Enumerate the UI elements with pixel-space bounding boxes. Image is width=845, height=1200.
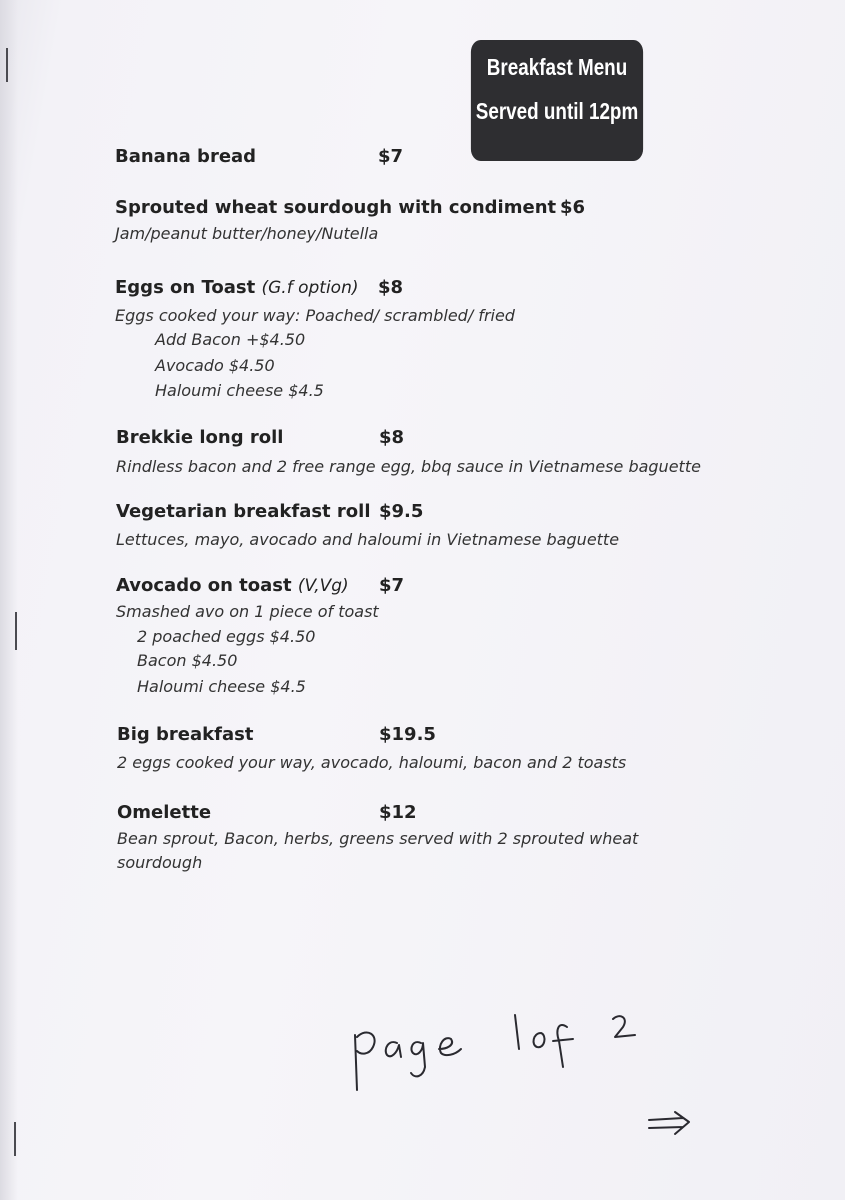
item-price: $7: [379, 575, 405, 596]
handwritten-page-note: [345, 1005, 645, 1105]
item-price: $12: [379, 802, 417, 823]
menu-title: Breakfast Menu: [486, 54, 628, 80]
item-description: Jam/peanut butter/honey/Nutella: [115, 224, 379, 243]
item-name-text: Eggs on Toast: [115, 277, 256, 298]
item-price: $9.5: [379, 501, 424, 522]
item-name: Brekkie long roll: [116, 427, 284, 448]
item-price: $19.5: [379, 724, 436, 745]
menu-header-badge: [471, 40, 643, 161]
item-name: Sprouted wheat sourdough with condiment: [115, 197, 557, 218]
menu-subtitle: Served until 12pm: [475, 98, 639, 124]
item-price: $6: [560, 197, 586, 218]
binding-mark-bottom: [14, 1122, 16, 1156]
item-addon: Add Bacon +$4.50: [155, 330, 306, 349]
item-description: Lettuces, mayo, avocado and haloumi in Vietnamese baguette: [116, 530, 620, 549]
item-price: $8: [378, 277, 404, 298]
item-name: Omelette: [117, 802, 212, 823]
item-description: 2 eggs cooked your way, avocado, haloumi, bacon and 2 toasts: [117, 753, 627, 772]
item-addon: 2 poached eggs $4.50: [137, 627, 316, 646]
item-price: $7: [378, 146, 404, 167]
handwritten-arrow-icon: [645, 1110, 695, 1140]
item-description: Rindless bacon and 2 free range egg, bbq sauce in Vietnamese baguette: [116, 457, 701, 476]
item-name: Big breakfast: [117, 724, 254, 745]
item-description: sourdough: [117, 853, 203, 872]
item-price: $8: [379, 427, 405, 448]
item-name: [115, 277, 359, 298]
binding-mark-top: [6, 48, 8, 82]
item-description: Bean sprout, Bacon, herbs, greens served with 2 sprouted wheat: [117, 829, 639, 848]
item-addon: Bacon $4.50: [137, 651, 238, 670]
item-description: Smashed avo on 1 piece of toast: [116, 602, 379, 621]
item-name-text: Avocado on toast: [116, 575, 292, 596]
item-name: Banana bread: [115, 146, 257, 167]
binding-mark-mid: [15, 612, 17, 650]
item-option: (V,Vg): [297, 576, 349, 596]
item-addon: Haloumi cheese $4.5: [155, 381, 324, 400]
item-option: (G.f option): [261, 278, 359, 298]
paper-edge: [0, 0, 18, 1200]
item-addon: Haloumi cheese $4.5: [137, 677, 306, 696]
item-name: [116, 575, 349, 596]
item-addon: Avocado $4.50: [155, 356, 275, 375]
item-name: Vegetarian breakfast roll: [116, 501, 371, 522]
item-description: Eggs cooked your way: Poached/ scrambled/ fried: [115, 306, 515, 325]
